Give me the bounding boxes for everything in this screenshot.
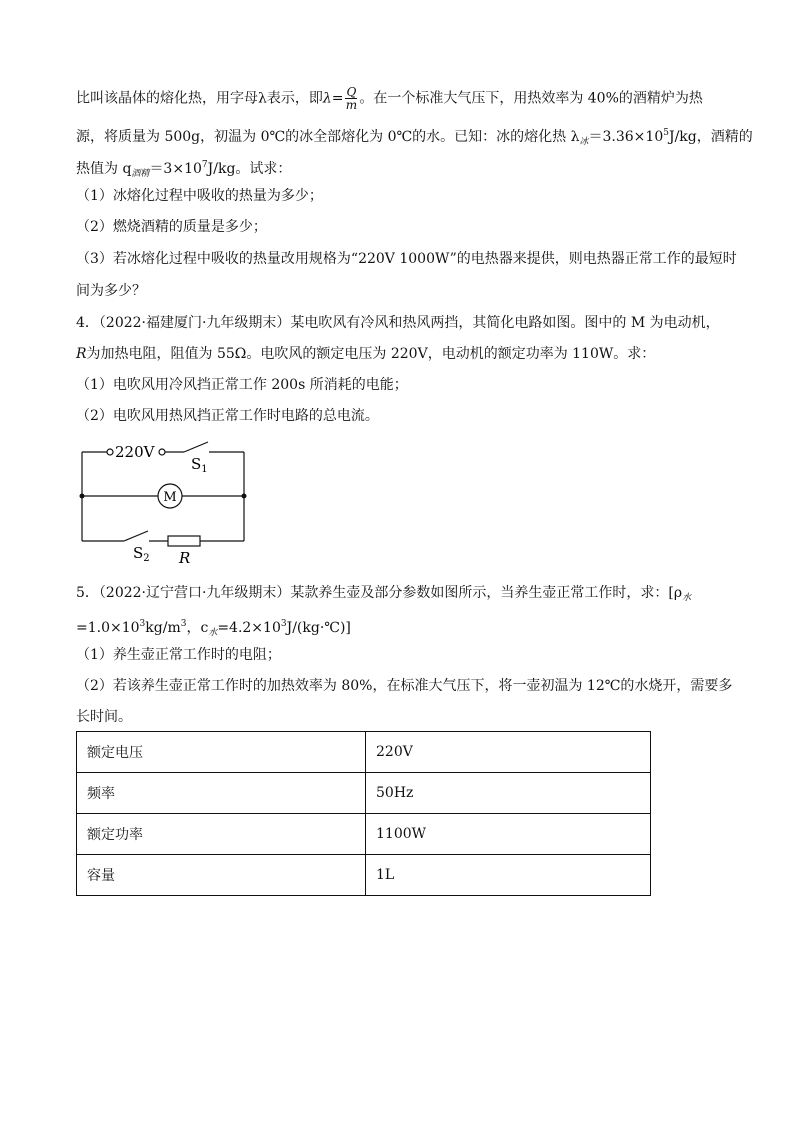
s1-letter: S	[191, 455, 202, 473]
q3-text: J/kg。试求：	[207, 161, 292, 177]
lambda-symbol: λ	[322, 90, 332, 107]
switch-s1-label	[191, 455, 208, 475]
q4-text: 为加热电阻，阻值为 55Ω。电吹风的额定电压为 220V，电动机的额定功率为 110W。求：	[86, 346, 656, 362]
q3-text: ＝3.36×10	[588, 129, 664, 145]
q3-line-2	[76, 123, 753, 152]
q5-stem-line-1	[76, 583, 691, 608]
q5-text: =1.0×10	[76, 620, 140, 636]
q5-text: J/(kg·℃)]	[286, 620, 351, 636]
q3-line-1	[76, 86, 703, 111]
superscript: 3	[280, 619, 287, 629]
fraction-numerator: Q	[346, 85, 357, 99]
subscript: 冰	[579, 137, 589, 147]
superscript: 3	[139, 619, 146, 629]
subscript: 酒精	[131, 169, 150, 179]
q5-text: ，c	[186, 620, 209, 636]
s2-subscript: 2	[143, 553, 150, 564]
q4-stem-line-1: 4．（2022·福建厦门·九年级期末）某电吹风有冷风和热风两挡，其简化电路如图。图中的 M 为电动机，	[76, 315, 720, 331]
q3-line-3	[76, 155, 291, 184]
switch-s2-blade	[124, 531, 148, 541]
table-cell-value: 50Hz	[366, 773, 651, 814]
kettle-parameters-table	[76, 731, 651, 896]
q3-text: ＝3×10	[149, 161, 202, 177]
q5-stem-line-2	[76, 614, 351, 643]
q3-text: 热值为 q	[76, 161, 132, 177]
terminal-right	[159, 449, 165, 455]
table-cell-label: 额定电压	[77, 732, 366, 773]
table-row	[77, 814, 651, 855]
q3-sub-question-3-line-2: 间为多少？	[76, 283, 146, 299]
superscript: 7	[201, 160, 208, 170]
junction-right	[242, 494, 247, 499]
s1-subscript: 1	[201, 464, 208, 475]
resistor-symbol-inline: R	[76, 346, 87, 362]
q5-sub-question-2-line-1: （2）若该养生壶正常工作时的加热效率为 80%，在标准大气压下，将一壶初温为 12℃的水烧开，需要多	[76, 678, 733, 694]
switch-s2-label	[133, 544, 150, 564]
table-cell-value: 1L	[366, 855, 651, 896]
table-row	[77, 773, 651, 814]
hair-dryer-circuit-diagram	[76, 438, 256, 573]
q3-text: 。在一个标准大气压下，用热效率为 40%的酒精炉为热	[359, 90, 703, 107]
q5-text: kg/m	[145, 620, 181, 636]
table-cell-value: 1100W	[366, 814, 651, 855]
voltage-label: 220V	[115, 443, 155, 461]
superscript: 5	[663, 128, 669, 138]
q5-text: =4.2×10	[217, 620, 281, 636]
table-cell-label: 频率	[77, 773, 366, 814]
q3-text: 源，将质量为 500g，初温为 0℃的冰全部熔化为 0℃的水。已知：冰的熔化热 λ	[76, 129, 580, 145]
s2-letter: S	[133, 544, 144, 562]
table-row	[77, 732, 651, 773]
table-cell-value: 220V	[366, 732, 651, 773]
subscript: 水	[682, 593, 692, 603]
equals: =	[331, 90, 344, 107]
q5-sub-question-1: （1）养生壶正常工作时的电阻；	[76, 647, 281, 663]
superscript: 3	[180, 619, 187, 629]
q3-sub-question-1: （1）冰熔化过程中吸收的热量为多少；	[76, 188, 323, 204]
table-cell-label: 容量	[77, 855, 366, 896]
resistor-label: R	[179, 549, 191, 567]
q5-sub-question-2-line-2: 长时间。	[76, 709, 132, 725]
q4-sub-question-2: （2）电吹风用热风挡正常工作时电路的总电流。	[76, 408, 379, 424]
q3-sub-question-2: （2）燃烧酒精的质量是多少；	[76, 219, 267, 235]
subscript: 水	[208, 628, 218, 638]
q3-text: J/kg，酒精的	[668, 129, 753, 145]
junction-left	[80, 494, 85, 499]
q4-stem-line-2	[76, 344, 655, 364]
switch-s1-blade	[184, 442, 208, 452]
motor-label: M	[163, 490, 177, 505]
q3-sub-question-3-line-1: （3）若冰熔化过程中吸收的热量改用规格为“220V 1000W”的电热器来提供，则电热器正常工作的最短时	[76, 251, 737, 267]
q5-text: 5．（2022·辽宁营口·九年级期末）某款养生壶及部分参数如图所示，当养生壶正常工作时，求：[ρ	[76, 585, 683, 601]
q4-sub-question-1: （1）电吹风用冷风挡正常工作 200s 所消耗的电能；	[76, 377, 408, 393]
q3-text: 比叫该晶体的熔化热，用字母λ表示，即	[76, 90, 323, 107]
resistor-box	[168, 536, 200, 546]
fraction-q-over-m	[345, 86, 357, 111]
table-cell-label: 额定功率	[77, 814, 366, 855]
fraction-denominator: m	[345, 98, 358, 112]
table-row	[77, 855, 651, 896]
terminal-left	[107, 449, 113, 455]
